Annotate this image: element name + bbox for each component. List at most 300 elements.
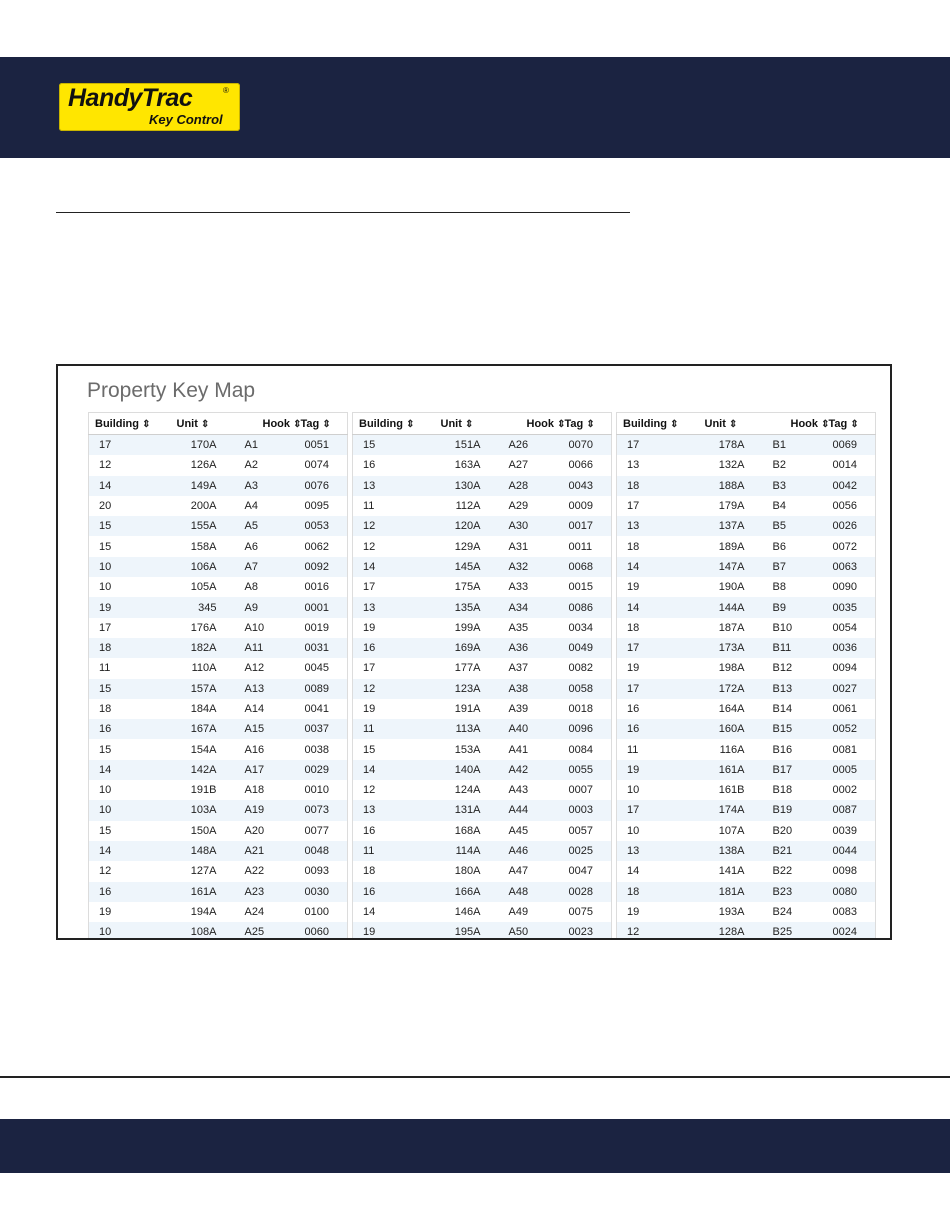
cell-tag: 0075 <box>568 905 593 918</box>
table-row <box>353 780 612 800</box>
sort-header-unit[interactable] <box>429 413 499 435</box>
cell-building: 17 <box>617 679 693 699</box>
brand-logo <box>59 83 240 131</box>
table-row <box>617 699 876 719</box>
cell-building: 18 <box>617 882 693 902</box>
cell-hook: A25 <box>235 922 295 940</box>
cell-building: 10 <box>89 557 165 577</box>
cell-tag: 0030 <box>295 882 348 902</box>
cell-hook: A28 <box>499 476 559 496</box>
cell-hook: A12 <box>244 662 265 675</box>
table-row <box>353 496 612 516</box>
cell-hook: A50 <box>499 922 559 940</box>
table-row <box>353 800 612 820</box>
cell-tag: 0044 <box>823 841 876 861</box>
cell-tag: 0019 <box>304 621 329 634</box>
cell-tag: 0034 <box>568 621 593 634</box>
table-row <box>617 577 876 597</box>
cell-building: 13 <box>353 597 429 617</box>
cell-unit: 180A <box>454 865 481 878</box>
cell-tag: 0093 <box>304 865 329 878</box>
cell-unit: 138A <box>693 841 763 861</box>
cell-tag: 0092 <box>295 557 348 577</box>
sort-icon[interactable]: ⇕ <box>670 418 679 430</box>
cell-building: 14 <box>627 865 640 878</box>
cell-hook: A45 <box>508 824 529 837</box>
cell-hook: A10 <box>244 621 265 634</box>
cell-unit: 166A <box>429 882 499 902</box>
cell-tag: 0089 <box>295 679 348 699</box>
cell-hook: A44 <box>499 800 559 820</box>
cell-tag: 0038 <box>304 743 329 756</box>
cell-tag: 0086 <box>559 597 612 617</box>
table-row <box>617 719 876 739</box>
cell-unit: 135A <box>429 597 499 617</box>
cell-hook: B12 <box>772 662 793 675</box>
cell-building: 18 <box>627 621 640 634</box>
cell-hook: A31 <box>508 540 529 553</box>
table-row <box>89 638 348 658</box>
table-row <box>617 841 876 861</box>
cell-hook: A17 <box>235 760 295 780</box>
cell-tag: 0036 <box>823 638 876 658</box>
table-row <box>353 516 612 536</box>
table-row <box>353 821 612 841</box>
cell-hook: A32 <box>499 557 559 577</box>
table-row <box>353 719 612 739</box>
cell-building: 12 <box>353 516 429 536</box>
cell-tag: 0005 <box>823 760 876 780</box>
cell-hook: B1 <box>763 435 823 456</box>
column-label: Unit <box>440 417 462 430</box>
cell-building: 12 <box>363 784 376 797</box>
sort-header-building[interactable] <box>617 413 693 435</box>
sort-icon[interactable]: ⇕ <box>200 418 210 430</box>
table-row <box>617 800 876 820</box>
cell-unit: 144A <box>693 597 763 617</box>
sort-icon[interactable]: ⇕ <box>464 418 474 430</box>
cell-tag: 0027 <box>823 679 876 699</box>
cell-unit: 161A <box>165 882 235 902</box>
table-row <box>617 496 876 516</box>
cell-tag: 0043 <box>559 476 612 496</box>
sort-header-building[interactable] <box>89 413 165 435</box>
table-row <box>89 597 348 617</box>
section-divider <box>56 212 630 213</box>
cell-tag: 0057 <box>568 824 593 837</box>
table-row <box>89 496 348 516</box>
table-row <box>617 658 876 678</box>
cell-tag: 0001 <box>295 597 348 617</box>
cell-hook: A16 <box>244 743 265 756</box>
key-table-2 <box>352 412 612 940</box>
cell-hook: B23 <box>763 882 823 902</box>
cell-unit: 120A <box>429 516 499 536</box>
table-row <box>89 536 348 556</box>
cell-hook: A19 <box>235 800 295 820</box>
cell-hook: A33 <box>508 581 529 594</box>
cell-unit: 173A <box>693 638 763 658</box>
table-row <box>617 780 876 800</box>
table-row <box>89 882 348 902</box>
cell-tag: 0035 <box>823 597 876 617</box>
cell-unit: 141A <box>718 865 745 878</box>
cell-unit: 124A <box>454 784 481 797</box>
cell-tag: 0031 <box>295 638 348 658</box>
cell-unit: 189A <box>718 540 745 553</box>
cell-hook: A30 <box>499 516 559 536</box>
cell-hook: A23 <box>235 882 295 902</box>
table-row <box>89 435 348 456</box>
cell-building: 16 <box>89 719 165 739</box>
cell-hook: B4 <box>772 500 786 513</box>
cell-unit: 142A <box>165 760 235 780</box>
cell-tag: 0087 <box>823 800 876 820</box>
table-row <box>353 577 612 597</box>
cell-building: 14 <box>89 841 165 861</box>
cell-unit: 112A <box>455 500 481 513</box>
cell-unit: 345 <box>165 597 235 617</box>
cell-tag: 0072 <box>832 540 857 553</box>
cell-unit: 151A <box>429 435 499 456</box>
cell-tag: 0007 <box>568 784 593 797</box>
footer-band <box>0 1119 950 1173</box>
cell-tag: 0061 <box>832 703 857 715</box>
column-label: Tag <box>300 417 320 430</box>
cell-unit: 153A <box>454 743 481 756</box>
cell-hook: A37 <box>508 662 529 675</box>
sort-icon[interactable]: ⇕ <box>586 418 595 430</box>
cell-tag: 0051 <box>295 435 348 456</box>
cell-building: 17 <box>617 638 693 658</box>
brand-subtitle: Key Control <box>149 112 223 127</box>
cell-building: 13 <box>627 459 640 472</box>
cell-unit: 157A <box>165 679 235 699</box>
cell-tag: 0041 <box>304 703 329 715</box>
cell-tag: 0068 <box>559 557 612 577</box>
cell-building: 10 <box>99 784 112 797</box>
table-row <box>617 679 876 699</box>
table-row <box>89 841 348 861</box>
cell-building: 18 <box>99 703 112 715</box>
cell-hook: B10 <box>772 621 793 634</box>
cell-tag: 0042 <box>823 476 876 496</box>
cell-building: 17 <box>99 621 112 634</box>
cell-hook: A15 <box>235 719 295 739</box>
cell-hook: A43 <box>508 784 529 797</box>
cell-building: 11 <box>353 719 429 739</box>
cell-unit: 169A <box>429 638 499 658</box>
cell-building: 19 <box>627 662 640 675</box>
cell-tag: 0045 <box>304 662 329 675</box>
cell-hook: A11 <box>235 638 295 658</box>
cell-building: 10 <box>89 922 165 940</box>
cell-unit: 199A <box>454 621 481 634</box>
cell-unit: 190A <box>718 581 745 594</box>
cell-hook: B13 <box>763 679 823 699</box>
cell-tag: 0063 <box>823 557 876 577</box>
sort-header-tag[interactable] <box>823 413 876 435</box>
cell-tag: 0015 <box>568 581 593 594</box>
cell-building: 19 <box>99 905 112 918</box>
cell-unit: 158A <box>190 540 217 553</box>
cell-tag: 0029 <box>295 760 348 780</box>
cell-tag: 0056 <box>832 500 857 513</box>
cell-unit: 182A <box>165 638 235 658</box>
table-row <box>617 435 876 456</box>
cell-unit: 161B <box>718 784 745 797</box>
cell-building: 17 <box>363 662 376 675</box>
cell-tag: 0052 <box>823 719 876 739</box>
cell-building: 10 <box>627 784 640 797</box>
cell-tag: 0047 <box>568 865 593 878</box>
cell-unit: 198A <box>718 662 745 675</box>
cell-unit: 145A <box>429 557 499 577</box>
table-row <box>353 679 612 699</box>
cell-hook: B22 <box>772 865 793 878</box>
table-row <box>353 882 612 902</box>
cell-tag: 0062 <box>304 540 329 553</box>
property-key-map-panel <box>56 364 892 940</box>
table-row <box>617 638 876 658</box>
table-row <box>89 618 348 638</box>
cell-building: 13 <box>617 841 693 861</box>
table-row <box>353 435 612 456</box>
column-label: Unit <box>704 417 726 430</box>
cell-unit: 130A <box>429 476 499 496</box>
cell-tag: 0083 <box>832 905 857 918</box>
column-label: Unit <box>176 417 198 430</box>
column-label: Tag <box>564 417 584 430</box>
cell-building: 10 <box>627 824 640 837</box>
footer-divider <box>0 1076 950 1078</box>
sort-icon[interactable]: ⇕ <box>728 418 738 430</box>
cell-unit: 195A <box>429 922 499 940</box>
cell-unit: 193A <box>718 905 745 918</box>
cell-hook: A34 <box>499 597 559 617</box>
sort-header-hook[interactable] <box>235 413 302 435</box>
cell-unit: 163A <box>454 459 481 472</box>
sort-icon[interactable]: ⇕ <box>142 418 151 430</box>
cell-building: 15 <box>363 743 376 756</box>
cell-building: 11 <box>99 662 111 675</box>
table-row <box>353 841 612 861</box>
column-label: Hook <box>526 417 554 430</box>
cell-tag: 0090 <box>832 581 857 594</box>
table-row <box>353 760 612 780</box>
cell-unit: 170A <box>165 435 235 456</box>
cell-unit: 126A <box>190 459 217 472</box>
cell-tag: 0096 <box>559 719 612 739</box>
key-table-3 <box>616 412 876 940</box>
table-row <box>89 780 348 800</box>
table-row <box>89 476 348 496</box>
cell-tag: 0010 <box>304 784 329 797</box>
cell-building: 16 <box>627 703 640 715</box>
cell-hook: A40 <box>499 719 559 739</box>
cell-hook: B9 <box>763 597 823 617</box>
cell-hook: B16 <box>772 743 793 756</box>
cell-hook: A22 <box>244 865 265 878</box>
cell-unit: 123A <box>429 679 499 699</box>
sort-icon[interactable]: ⇕ <box>322 418 331 430</box>
cell-tag: 0081 <box>832 743 857 756</box>
cell-unit: 131A <box>429 800 499 820</box>
table-row <box>353 618 612 638</box>
cell-hook: A3 <box>235 476 295 496</box>
sort-header-unit[interactable] <box>165 413 235 435</box>
cell-building: 18 <box>363 865 376 878</box>
table-row <box>617 455 876 475</box>
table-row <box>617 760 876 780</box>
cell-tag: 0055 <box>559 760 612 780</box>
sort-header-hook[interactable] <box>499 413 566 435</box>
cell-tag: 0025 <box>559 841 612 861</box>
cell-tag: 0054 <box>832 621 857 634</box>
sort-header-building[interactable] <box>353 413 429 435</box>
cell-tag: 0070 <box>559 435 612 456</box>
table-row <box>353 658 612 678</box>
cell-tag: 0060 <box>295 922 348 940</box>
cell-tag: 0028 <box>559 882 612 902</box>
cell-building: 17 <box>89 435 165 456</box>
cell-hook: A29 <box>508 500 529 513</box>
cell-unit: 191B <box>190 784 217 797</box>
cell-building: 12 <box>363 540 376 553</box>
table-row <box>353 536 612 556</box>
cell-building: 13 <box>353 476 429 496</box>
cell-unit: 105A <box>190 581 217 594</box>
sort-icon[interactable]: ⇕ <box>821 418 830 430</box>
cell-hook: B8 <box>772 581 786 594</box>
cell-hook: B17 <box>763 760 823 780</box>
cell-hook: A5 <box>235 516 295 536</box>
cell-hook: A7 <box>235 557 295 577</box>
table-row <box>353 699 612 719</box>
cell-building: 19 <box>627 581 640 594</box>
cell-tag: 0073 <box>295 800 348 820</box>
cell-building: 14 <box>353 760 429 780</box>
cell-hook: A36 <box>499 638 559 658</box>
cell-unit: 132A <box>718 459 745 472</box>
cell-unit: 155A <box>165 516 235 536</box>
table-row <box>89 557 348 577</box>
cell-hook: A38 <box>499 679 559 699</box>
table-row <box>89 861 348 881</box>
cell-unit: 108A <box>165 922 235 940</box>
sort-header-hook[interactable] <box>763 413 830 435</box>
table-row <box>617 516 876 536</box>
sort-icon[interactable]: ⇕ <box>406 418 415 430</box>
table-row <box>353 861 612 881</box>
cell-building: 14 <box>353 557 429 577</box>
cell-tag: 0017 <box>559 516 612 536</box>
cell-tag: 0094 <box>832 662 857 675</box>
table-row <box>617 882 876 902</box>
cell-unit: 161A <box>693 760 763 780</box>
table-row <box>353 597 612 617</box>
cell-unit: 114A <box>429 841 499 861</box>
cell-building: 19 <box>363 703 376 715</box>
cell-unit: 148A <box>165 841 235 861</box>
sort-icon[interactable]: ⇕ <box>850 418 859 430</box>
table-row <box>617 476 876 496</box>
cell-unit: 160A <box>693 719 763 739</box>
cell-tag: 0080 <box>823 882 876 902</box>
cell-hook: A47 <box>508 865 529 878</box>
cell-building: 16 <box>353 882 429 902</box>
sort-icon[interactable]: ⇕ <box>557 418 566 430</box>
cell-building: 19 <box>363 621 376 634</box>
cell-hook: A48 <box>499 882 559 902</box>
cell-building: 16 <box>617 719 693 739</box>
cell-building: 12 <box>353 679 429 699</box>
cell-building: 13 <box>617 516 693 536</box>
cell-hook: A27 <box>508 459 529 472</box>
cell-unit: 110A <box>191 662 217 675</box>
cell-unit: 181A <box>693 882 763 902</box>
cell-building: 16 <box>353 638 429 658</box>
cell-unit: 168A <box>454 824 481 837</box>
cell-building: 12 <box>617 922 693 940</box>
cell-unit: 116A <box>719 743 745 756</box>
cell-unit: 146A <box>454 905 481 918</box>
sort-header-tag[interactable] <box>559 413 612 435</box>
table-row <box>617 597 876 617</box>
cell-building: 12 <box>99 865 112 878</box>
cell-tag: 0011 <box>568 540 593 553</box>
cell-unit: 178A <box>693 435 763 456</box>
cell-tag: 0100 <box>304 905 329 918</box>
sort-header-tag[interactable] <box>295 413 348 435</box>
cell-tag: 0066 <box>568 459 593 472</box>
cell-unit: 167A <box>165 719 235 739</box>
table-row <box>89 658 348 678</box>
cell-unit: 154A <box>190 743 217 756</box>
cell-building: 15 <box>89 516 165 536</box>
cell-tag: 0077 <box>304 824 329 837</box>
cell-hook: A13 <box>235 679 295 699</box>
cell-building: 18 <box>627 540 640 553</box>
cell-hook: B2 <box>772 459 786 472</box>
cell-tag: 0023 <box>559 922 612 940</box>
table-row <box>89 679 348 699</box>
key-map-tables <box>88 412 876 940</box>
cell-building: 17 <box>617 800 693 820</box>
table-row <box>89 516 348 536</box>
panel-title: Property Key Map <box>87 379 256 402</box>
table-row <box>617 902 876 922</box>
cell-hook: A8 <box>244 581 258 594</box>
sort-icon[interactable]: ⇕ <box>293 418 302 430</box>
cell-hook: A35 <box>508 621 529 634</box>
cell-building: 14 <box>89 476 165 496</box>
table-row <box>89 455 348 475</box>
cell-hook: A46 <box>499 841 559 861</box>
cell-unit: 127A <box>190 865 217 878</box>
cell-building: 18 <box>617 476 693 496</box>
table-row <box>89 577 348 597</box>
sort-header-unit[interactable] <box>693 413 763 435</box>
cell-unit: 187A <box>718 621 745 634</box>
cell-tag: 0098 <box>832 865 857 878</box>
column-label: Tag <box>828 417 848 430</box>
registered-mark: ® <box>223 86 229 95</box>
table-row <box>617 861 876 881</box>
cell-hook: A9 <box>235 597 295 617</box>
cell-hook: A41 <box>508 743 529 756</box>
cell-hook: A42 <box>499 760 559 780</box>
